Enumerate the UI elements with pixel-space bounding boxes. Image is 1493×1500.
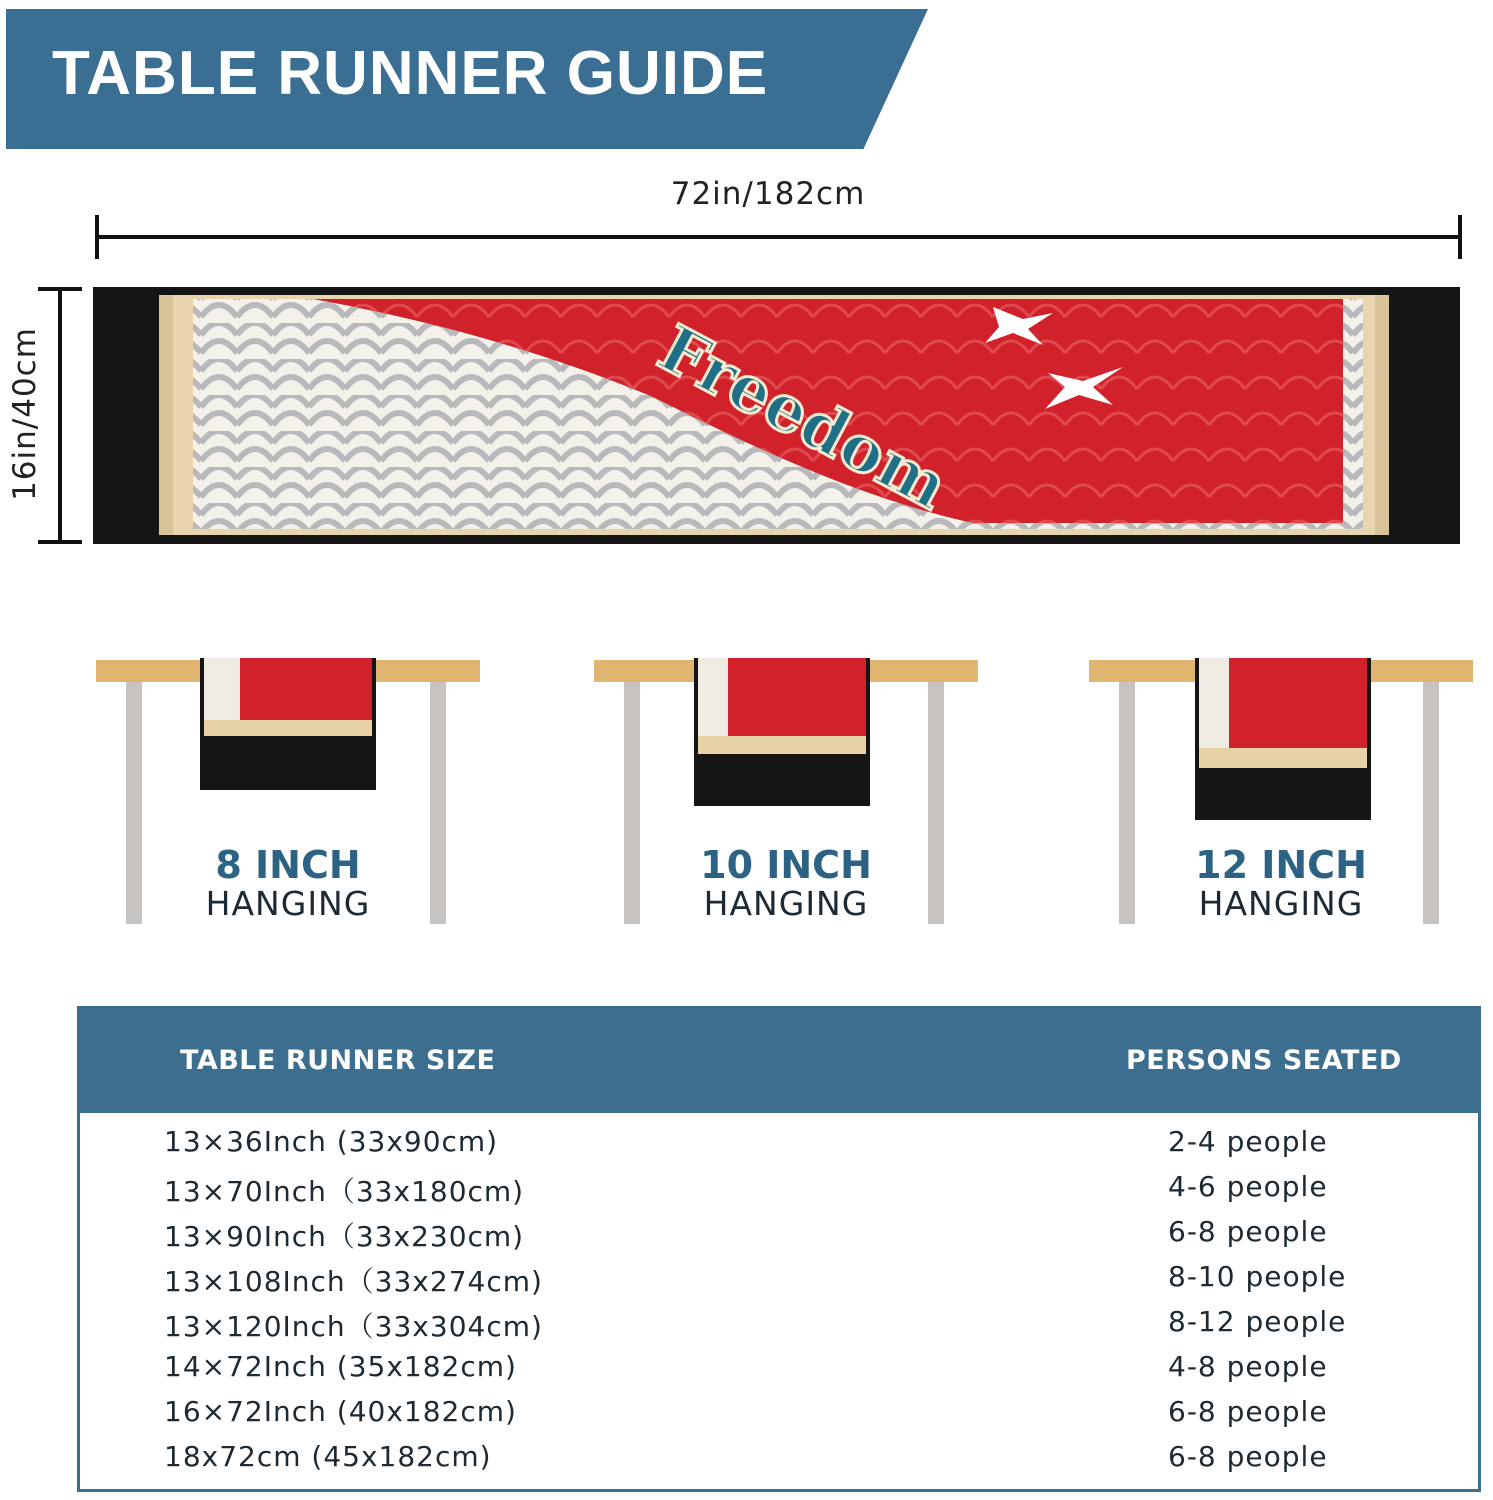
persons-cell: 2-4 people bbox=[1168, 1125, 1328, 1158]
hanging-size-label: 8 INCH bbox=[215, 843, 361, 887]
height-dimension-cap-bottom bbox=[38, 540, 82, 544]
table-8-inch bbox=[96, 658, 480, 926]
table-12-inch bbox=[1089, 658, 1473, 926]
hanging-size-label: 10 INCH bbox=[700, 843, 872, 887]
persons-cell: 6-8 people bbox=[1168, 1440, 1328, 1473]
height-dimension-line bbox=[58, 288, 62, 542]
size-table-rows bbox=[80, 1121, 1478, 1481]
hanging-label: HANGING bbox=[703, 884, 869, 923]
table-row bbox=[80, 1346, 1478, 1391]
runner-art-text: Freedom bbox=[646, 311, 960, 525]
size-cell: 18x72cm (45x182cm) bbox=[164, 1440, 492, 1473]
width-dimension-cap-left bbox=[95, 215, 99, 259]
size-table bbox=[77, 1006, 1481, 1492]
persons-cell: 4-8 people bbox=[1168, 1350, 1328, 1383]
width-dimension-cap-right bbox=[1458, 215, 1462, 259]
column-header-persons: PERSONS SEATED bbox=[1126, 1045, 1402, 1076]
size-cell: 14×72Inch (35x182cm) bbox=[164, 1350, 517, 1383]
table-row bbox=[80, 1256, 1478, 1301]
table-runner-image bbox=[93, 287, 1460, 544]
height-dimension-cap-top bbox=[38, 287, 82, 291]
size-cell: 13×36Inch (33x90cm) bbox=[164, 1125, 499, 1158]
table-row bbox=[80, 1166, 1478, 1211]
hanging-runner-8 bbox=[200, 658, 376, 790]
hanging-label: HANGING bbox=[1198, 884, 1364, 923]
persons-cell: 6-8 people bbox=[1168, 1395, 1328, 1428]
hanging-runner-10 bbox=[694, 658, 870, 806]
table-row bbox=[80, 1301, 1478, 1346]
size-cell: 13×108Inch（33x274cm) bbox=[164, 1265, 543, 1298]
persons-cell: 6-8 people bbox=[1168, 1215, 1328, 1248]
hanging-size-label: 12 INCH bbox=[1195, 843, 1367, 887]
table-row bbox=[80, 1211, 1478, 1256]
width-dimension-label: 72in/182cm bbox=[670, 176, 866, 212]
size-table-header bbox=[80, 1009, 1478, 1113]
table-row bbox=[80, 1121, 1478, 1166]
size-cell: 16×72Inch (40x182cm) bbox=[164, 1395, 517, 1428]
page-title: TABLE RUNNER GUIDE bbox=[52, 39, 769, 108]
size-cell: 13×120Inch（33x304cm) bbox=[164, 1310, 543, 1343]
hanging-runner-12 bbox=[1195, 658, 1371, 820]
persons-cell: 8-10 people bbox=[1168, 1260, 1347, 1293]
size-cell: 13×70Inch（33x180cm) bbox=[164, 1175, 525, 1208]
hanging-label: HANGING bbox=[205, 884, 371, 923]
table-10-inch bbox=[594, 658, 978, 926]
persons-cell: 4-6 people bbox=[1168, 1170, 1328, 1203]
table-row bbox=[80, 1436, 1478, 1481]
table-row bbox=[80, 1391, 1478, 1436]
persons-cell: 8-12 people bbox=[1168, 1305, 1347, 1338]
column-header-size: TABLE RUNNER SIZE bbox=[180, 1045, 496, 1076]
size-cell: 13×90Inch（33x230cm) bbox=[164, 1220, 525, 1253]
height-dimension-label: 16in/40cm bbox=[7, 327, 43, 501]
width-dimension-line bbox=[97, 235, 1461, 239]
